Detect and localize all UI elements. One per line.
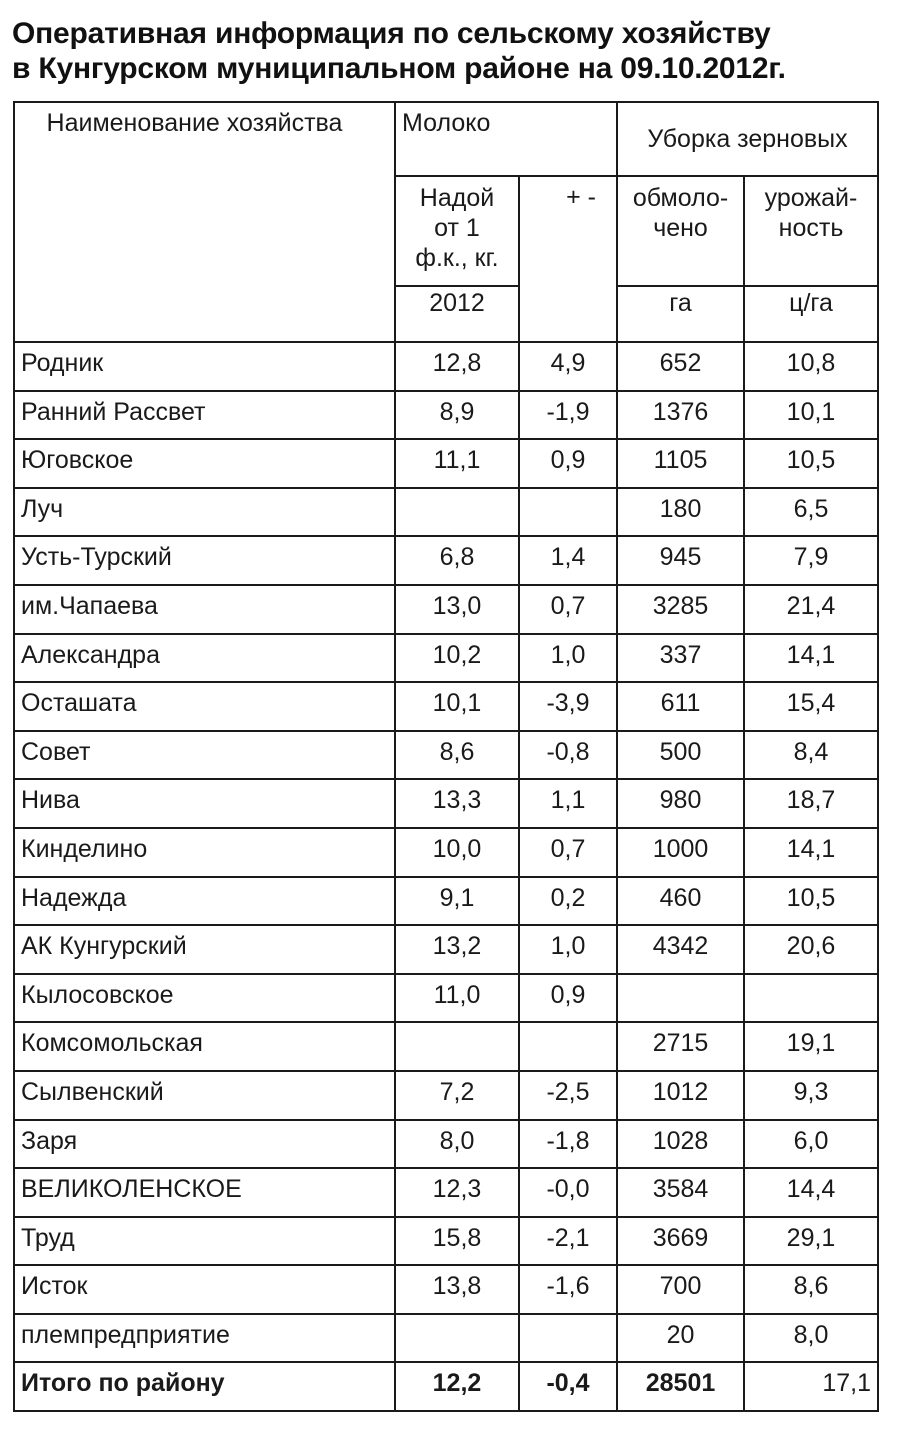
threshed-area-cell: 20 (617, 1314, 744, 1363)
threshed-area-cell: 180 (617, 488, 744, 537)
grain-yield-cell: 10,5 (744, 877, 878, 926)
milk-yield-cell: 8,0 (395, 1120, 519, 1169)
milk-yield-cell: 12,8 (395, 342, 519, 391)
table-row (14, 536, 878, 585)
milk-diff-cell: 0,9 (519, 974, 617, 1023)
grain-yield-cell: 29,1 (744, 1217, 878, 1266)
grain-yield-cell: 14,4 (744, 1168, 878, 1217)
milk-diff-cell: -3,9 (519, 682, 617, 731)
milk-yield-cell: 10,2 (395, 634, 519, 683)
milk-yield-cell: 13,0 (395, 585, 519, 634)
threshed-area-cell: 980 (617, 779, 744, 828)
table-row (14, 974, 878, 1023)
total-farm-name-cell: Итого по району (14, 1362, 395, 1411)
milk-diff-cell (519, 1022, 617, 1071)
farm-name-cell: Луч (14, 488, 395, 537)
milk-diff-cell: 1,0 (519, 925, 617, 974)
table-row (14, 439, 878, 488)
milk-diff-cell: -1,6 (519, 1265, 617, 1314)
milk-diff-cell: 1,1 (519, 779, 617, 828)
milk-diff-cell: 0,7 (519, 828, 617, 877)
threshed-area-cell: 4342 (617, 925, 744, 974)
grain-yield-cell: 7,9 (744, 536, 878, 585)
milk-diff-cell: -2,1 (519, 1217, 617, 1266)
threshed-area-cell: 1012 (617, 1071, 744, 1120)
grain-yield-cell: 8,4 (744, 731, 878, 780)
milk-yield-cell: 8,9 (395, 391, 519, 440)
title-line-2: в Кунгурском муниципальном районе на 09.10.2012г. (12, 52, 786, 85)
milk-yield-cell (395, 1022, 519, 1071)
header-unit-yield: ц/га (744, 286, 878, 342)
milk-diff-cell: -0,8 (519, 731, 617, 780)
grain-yield-cell: 6,0 (744, 1120, 878, 1169)
table-row (14, 585, 878, 634)
grain-yield-cell: 19,1 (744, 1022, 878, 1071)
table-row (14, 1120, 878, 1169)
table-row (14, 1168, 878, 1217)
milk-diff-cell: 0,7 (519, 585, 617, 634)
threshed-area-cell: 500 (617, 731, 744, 780)
threshed-area-cell: 611 (617, 682, 744, 731)
header-plus-minus: + - (519, 176, 617, 342)
header-yield-per-cow: Надой от 1 ф.к., кг. (395, 176, 519, 286)
farm-name-cell: Нива (14, 779, 395, 828)
header-grain-group: Уборка зерновых (617, 102, 878, 176)
table-row (14, 488, 878, 537)
threshed-area-cell: 2715 (617, 1022, 744, 1071)
milk-yield-cell: 9,1 (395, 877, 519, 926)
table-row (14, 1022, 878, 1071)
farm-name-cell: им.Чапаева (14, 585, 395, 634)
grain-yield-cell: 9,3 (744, 1071, 878, 1120)
total-threshed-area-cell: 28501 (617, 1362, 744, 1411)
milk-diff-cell (519, 1314, 617, 1363)
milk-diff-cell: -1,8 (519, 1120, 617, 1169)
farm-name-cell: Юговское (14, 439, 395, 488)
milk-yield-cell: 11,1 (395, 439, 519, 488)
milk-yield-cell: 12,3 (395, 1168, 519, 1217)
milk-diff-cell: -2,5 (519, 1071, 617, 1120)
table-row (14, 828, 878, 877)
table-row (14, 1265, 878, 1314)
grain-yield-cell: 10,8 (744, 342, 878, 391)
milk-yield-cell: 7,2 (395, 1071, 519, 1120)
grain-yield-cell (744, 974, 878, 1023)
milk-diff-cell: 4,9 (519, 342, 617, 391)
header-year: 2012 (395, 286, 519, 342)
threshed-area-cell: 945 (617, 536, 744, 585)
milk-yield-cell: 8,6 (395, 731, 519, 780)
grain-yield-cell: 14,1 (744, 634, 878, 683)
milk-diff-cell: -1,9 (519, 391, 617, 440)
milk-yield-cell (395, 488, 519, 537)
farm-name-cell: Родник (14, 342, 395, 391)
header-name: Наименование хозяйства (14, 102, 395, 342)
milk-diff-cell: 1,4 (519, 536, 617, 585)
farm-name-cell: Осташата (14, 682, 395, 731)
threshed-area-cell: 3285 (617, 585, 744, 634)
farm-name-cell: Совет (14, 731, 395, 780)
milk-yield-cell: 13,3 (395, 779, 519, 828)
header-threshed: обмоло-чено (617, 176, 744, 286)
threshed-area-cell: 337 (617, 634, 744, 683)
milk-yield-cell: 11,0 (395, 974, 519, 1023)
milk-yield-cell (395, 1314, 519, 1363)
threshed-area-cell: 3584 (617, 1168, 744, 1217)
milk-yield-cell: 10,0 (395, 828, 519, 877)
farm-name-cell: Комсомольская (14, 1022, 395, 1071)
threshed-area-cell: 3669 (617, 1217, 744, 1266)
grain-yield-cell: 21,4 (744, 585, 878, 634)
milk-diff-cell: 1,0 (519, 634, 617, 683)
header-productivity: урожай-ность (744, 176, 878, 286)
document-title (12, 16, 902, 86)
table-row (14, 731, 878, 780)
title-line-1: Оперативная информация по сельскому хозяйству (12, 17, 771, 50)
threshed-area-cell: 1028 (617, 1120, 744, 1169)
table-row (14, 925, 878, 974)
agriculture-table (13, 101, 879, 1412)
total-grain-yield-cell: 17,1 (744, 1362, 878, 1411)
total-milk-diff-cell: -0,4 (519, 1362, 617, 1411)
header-unit-area: га (617, 286, 744, 342)
table-row (14, 1071, 878, 1120)
table-row (14, 779, 878, 828)
table-row (14, 682, 878, 731)
grain-yield-cell: 14,1 (744, 828, 878, 877)
farm-name-cell: Кинделино (14, 828, 395, 877)
threshed-area-cell: 1376 (617, 391, 744, 440)
farm-name-cell: Сылвенский (14, 1071, 395, 1120)
farm-name-cell: Труд (14, 1217, 395, 1266)
milk-yield-cell: 10,1 (395, 682, 519, 731)
table-row (14, 391, 878, 440)
milk-diff-cell: -0,0 (519, 1168, 617, 1217)
grain-yield-cell: 15,4 (744, 682, 878, 731)
table-row (14, 634, 878, 683)
grain-yield-cell: 10,5 (744, 439, 878, 488)
table-row (14, 1217, 878, 1266)
farm-name-cell: Исток (14, 1265, 395, 1314)
milk-yield-cell: 6,8 (395, 536, 519, 585)
milk-yield-cell: 15,8 (395, 1217, 519, 1266)
farm-name-cell: Надежда (14, 877, 395, 926)
threshed-area-cell: 1000 (617, 828, 744, 877)
threshed-area-cell: 700 (617, 1265, 744, 1314)
threshed-area-cell (617, 974, 744, 1023)
milk-diff-cell (519, 488, 617, 537)
farm-name-cell: ВЕЛИКОЛЕНСКОЕ (14, 1168, 395, 1217)
table-row (14, 1314, 878, 1363)
grain-yield-cell: 6,5 (744, 488, 878, 537)
table-body (14, 342, 878, 1411)
milk-diff-cell: 0,9 (519, 439, 617, 488)
total-row (14, 1362, 878, 1411)
threshed-area-cell: 1105 (617, 439, 744, 488)
grain-yield-cell: 20,6 (744, 925, 878, 974)
threshed-area-cell: 460 (617, 877, 744, 926)
table-row (14, 342, 878, 391)
farm-name-cell: АК Кунгурский (14, 925, 395, 974)
grain-yield-cell: 8,0 (744, 1314, 878, 1363)
threshed-area-cell: 652 (617, 342, 744, 391)
table-header (14, 102, 878, 342)
farm-name-cell: Александра (14, 634, 395, 683)
grain-yield-cell: 8,6 (744, 1265, 878, 1314)
table-row (14, 877, 878, 926)
total-milk-yield-cell: 12,2 (395, 1362, 519, 1411)
farm-name-cell: Ранний Рассвет (14, 391, 395, 440)
header-milk-group: Молоко (395, 102, 617, 176)
farm-name-cell: Заря (14, 1120, 395, 1169)
farm-name-cell: Усть-Турский (14, 536, 395, 585)
grain-yield-cell: 10,1 (744, 391, 878, 440)
milk-diff-cell: 0,2 (519, 877, 617, 926)
milk-yield-cell: 13,2 (395, 925, 519, 974)
farm-name-cell: племпредприятие (14, 1314, 395, 1363)
milk-yield-cell: 13,8 (395, 1265, 519, 1314)
farm-name-cell: Кылосовское (14, 974, 395, 1023)
grain-yield-cell: 18,7 (744, 779, 878, 828)
